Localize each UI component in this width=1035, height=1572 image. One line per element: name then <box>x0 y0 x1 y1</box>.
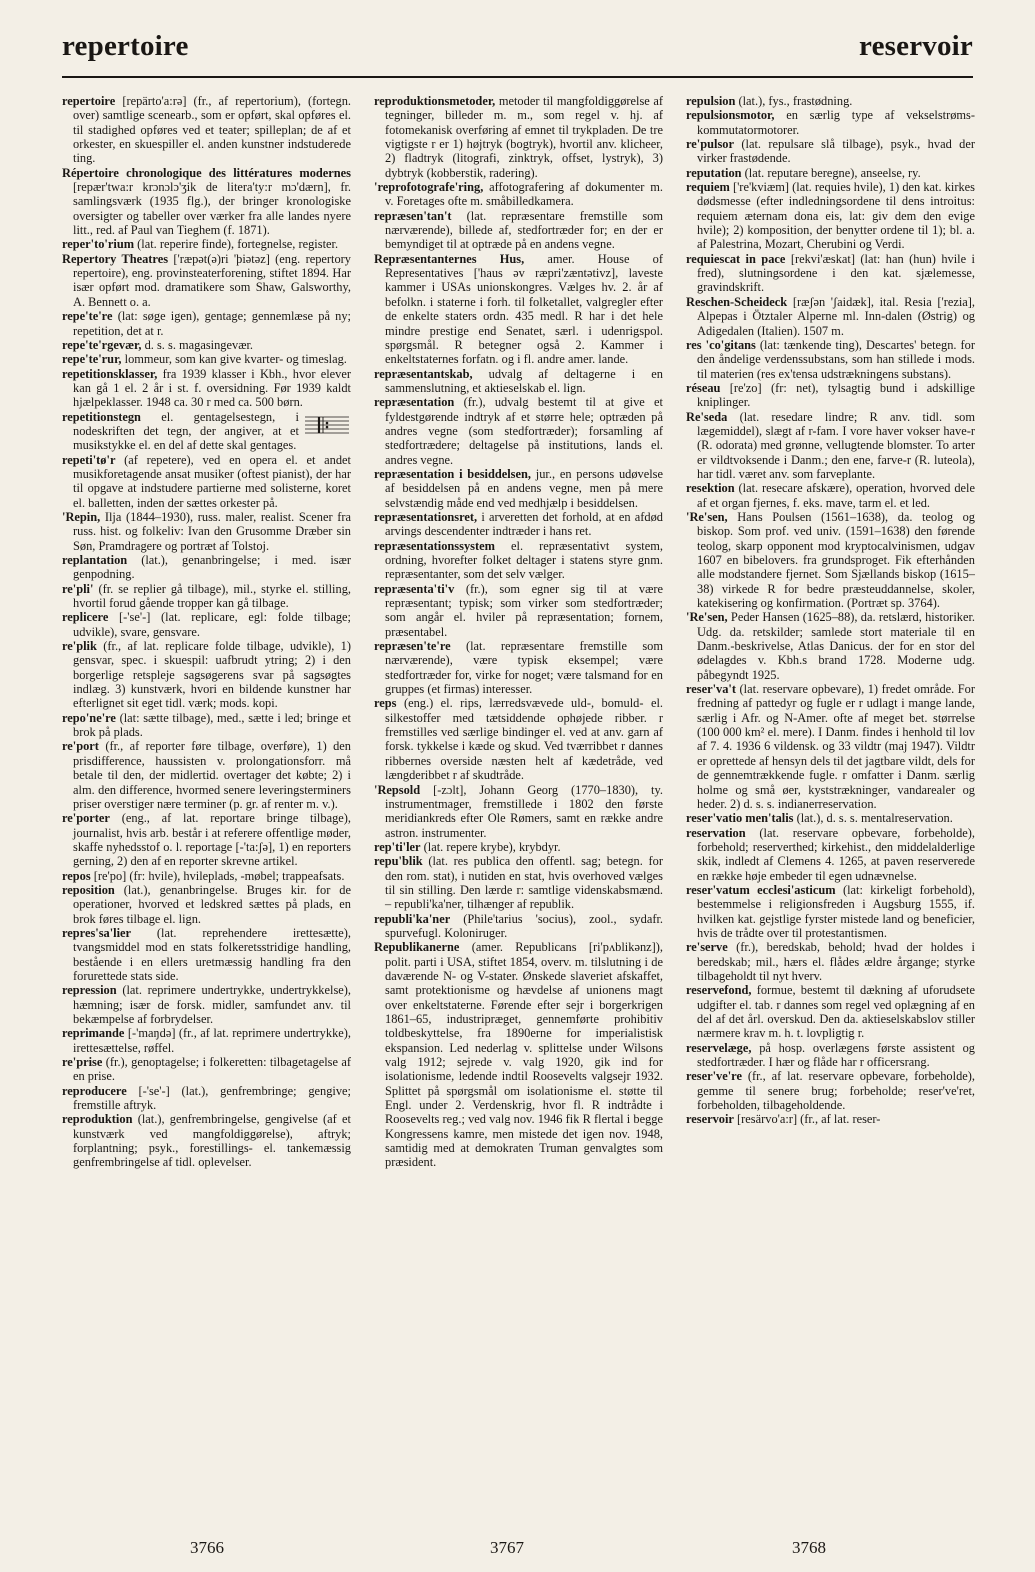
entry-definition: (fr.), beredskab, behold; hvad der holdes i beredskab; mil., hærs el. flådes ældre årgange; styrke tilbageholdt til nyt hverv. <box>697 940 975 983</box>
entry-headword: reprimande <box>62 1026 125 1041</box>
entry-headword: reservefond, <box>686 983 752 998</box>
dictionary-entry <box>62 553 351 582</box>
entry-headword: rep'ti'ler <box>374 839 421 854</box>
entry-definition: el. gentagelsestegn, i nodeskriften det tegn, der angiver, at et musikstykke el. en del af dette skal gentages. <box>73 409 299 453</box>
dictionary-entry <box>62 926 351 983</box>
dictionary-entry <box>686 610 975 682</box>
entry-headword: repe'te're <box>62 309 113 324</box>
entry-definition: Ilja (1844–1930), russ. maler, realist. Scener fra russ. hist. og folkeliv: Ivan den Grusomme Dræber sin Søn, Pramdragere og portræt af Tolstoj. <box>73 509 351 553</box>
page-header <box>62 30 973 74</box>
dictionary-entry <box>374 395 663 467</box>
dictionary-entry <box>62 1055 351 1084</box>
dictionary-entry <box>686 338 975 381</box>
entry-definition: (lat. resecare afskære), operation, hvorved dele af et organ fjernes, f. eks. mave, tarm el. et led. <box>697 481 975 510</box>
column-3 <box>686 94 975 1504</box>
entry-headword: republi'ka'ner <box>374 911 451 926</box>
dictionary-entry <box>374 180 663 209</box>
entry-headword: repræsentation <box>374 395 455 410</box>
entry-definition: (lat. reperire finde), fortegnelse, register. <box>137 237 339 252</box>
entry-headword: repression <box>62 983 117 998</box>
entry-headword: repræsenta'ti'v <box>374 581 455 596</box>
entry-headword: Reschen-Scheideck <box>686 294 788 309</box>
dictionary-entry <box>62 510 351 553</box>
entry-headword: 'Repsold <box>374 782 421 797</box>
dictionary-entry <box>62 869 351 883</box>
entry-headword: Repertory Theatres <box>62 251 169 266</box>
dictionary-entry <box>686 252 975 295</box>
dictionary-entry <box>374 639 663 696</box>
dictionary-entry <box>62 1026 351 1055</box>
entry-headword: repetitionsklasser, <box>62 366 158 381</box>
entry-headword: Republikanerne <box>374 940 460 955</box>
entry-definition: (fr.), som egner sig til at være repræsentant; typisk; som virker som stedfortræder; som angår el. hviler på repræsentation; fornem, præsentabel. <box>385 581 663 639</box>
entry-definition: (lat. resedare lindre; R anv. tidl. som lægemiddel), slægt af r-fam. I vore haver vokser have-r (R. odorata) med grønne, vellugtende blomster. To arter er vildtvoksende i Danm.; den ene, farve-r (R. luteola), har tidl. været anv. som farveplante. <box>697 409 975 481</box>
entry-headword: Répertoire chronologique des littératures modernes <box>62 165 351 180</box>
dictionary-entry <box>62 1112 351 1169</box>
folio-left: 3766 <box>190 1538 224 1557</box>
entry-definition: (lat.), genanbringelse; i med. især genpodning. <box>73 553 351 582</box>
dictionary-entry <box>374 209 663 252</box>
dictionary-entry <box>686 983 975 1040</box>
entry-headword: Re'seda <box>686 409 728 424</box>
entry-definition: [re'po] (fr: hvile), hvileplads, -møbel; trappeafsats. <box>93 868 345 883</box>
dictionary-entry <box>686 180 975 252</box>
entry-definition: (lat: kirkeligt forbehold), bestemmelse i religionsfreden i Augsburg 1555, if. hvilken kat. gejstlige fyrster mistede land og beneficier, hvis de trådte over til protestantismen. <box>697 882 975 940</box>
dictionary-entry <box>686 94 975 108</box>
dictionary-entry <box>62 309 351 338</box>
entry-definition: (fr., af lat. reservare opbevare, forbeholde), gemme til senere brug; forbeholde; reser've'ret, forbeholden, tilbageholdende. <box>697 1069 975 1113</box>
entry-headword: re'pli' <box>62 581 94 596</box>
entry-definition: [resärvo'a:r] (fr., af lat. reser- <box>737 1112 881 1127</box>
entry-definition: Hans Poulsen (1561–1638), da. teolog og biskop. Som prof. ved univ. (1591–1638) den førende teolog, skarp opponent mod kryptocalvinismen, udgav 1607 en bibelovers. fra grundsproget. Fik efterhånden alle modstandere fjernet. Som Sjællands biskop (1615–38) virkede R for bedre præsteuddannelse, skoler, katekisering og konfirmation. (Portræt sp. 3764). <box>697 509 975 611</box>
entry-headword: repertoire <box>62 94 116 108</box>
entry-headword: reproduktion <box>62 1112 133 1127</box>
dictionary-entry <box>374 467 663 510</box>
entry-headword: replantation <box>62 553 128 567</box>
entry-headword: reser'vatio men'talis <box>686 811 794 826</box>
entry-headword: repulsion <box>686 94 736 108</box>
entry-headword: repetitionstegn <box>62 409 141 424</box>
header-rule <box>62 76 973 78</box>
running-head-right: reservoir <box>859 30 973 62</box>
entry-definition: ['re'kviæm] (lat. requies hvile), 1) den kat. kirkes dødsmesse (efter indledningsordene til dens introitus: requiem æternam dona eis, lat: giv dem den evige hvile); 2) komposition, der benytter ordene til 1); bl. a. af Palestrina, Mozart, Cherubini og Verdi. <box>697 180 975 252</box>
entry-headword: repræsen'tan't <box>374 208 452 223</box>
dictionary-entry <box>374 252 663 367</box>
entry-definition: (lat.), fys., frastødning. <box>738 94 853 108</box>
dictionary-entry <box>686 940 975 983</box>
entry-headword: repræsentationsret, <box>374 509 478 524</box>
column-1 <box>62 94 351 1504</box>
dictionary-entry <box>374 854 663 911</box>
entry-definition: (lat. repræsentare fremstille som nærværende), være typisk eksempel; være stedfortræder for, virke for noget; være talsmand for en gruppes (et firmas) interesser. <box>385 639 663 697</box>
entry-definition: [-'maŋdə] (fr., af lat. reprimere undertrykke), irettesættelse, røffel. <box>73 1026 351 1055</box>
entry-definition: [rekvi'æskat] (lat: han (hun) hvile i fred), slutningsordene i den kat. sjælemesse, gravindskrift. <box>697 251 975 295</box>
repeat-sign-figure <box>305 412 349 438</box>
dictionary-entry <box>686 682 975 811</box>
entry-definition: (lat: sætte tilbage), med., sætte i led; bringe et brok på plads. <box>73 710 351 740</box>
entry-definition: (lat. reputare beregne), anseelse, ry. <box>744 165 921 180</box>
dictionary-entry <box>62 94 351 166</box>
entry-definition: jur., en persons udøvelse af besiddelsen på en andens vegne, men på mere selvstændig måde end ved medhjælp i besiddelsen. <box>385 466 663 510</box>
entry-headword: reser'vatum ecclesi'asticum <box>686 882 836 897</box>
folio-middle: 3767 <box>490 1538 524 1557</box>
entry-definition: (lat. reprehendere irettesætte), tvangsmiddel mod en stats folkeretsstridige handling, bestående i en ellers uretmæssig handling fra den forurettede stats side. <box>73 925 351 983</box>
entry-headword: repos <box>62 868 91 883</box>
entry-headword: re'port <box>62 739 99 754</box>
entry-headword: reservoir <box>686 1112 734 1127</box>
dictionary-entry <box>62 983 351 1026</box>
entry-definition: i arveretten det forhold, at en afdød arvings descendenter indtræder i hans ret. <box>385 509 663 539</box>
dictionary-entry <box>62 237 351 251</box>
dictionary-entry <box>686 108 975 137</box>
entry-definition: [re'zo] (fr: net), tylsagtig bund i adskillige kniplinger. <box>697 380 975 410</box>
entry-headword: reps <box>374 696 397 711</box>
dictionary-entry <box>374 367 663 396</box>
entry-definition: d. s. s. magasingevær. <box>144 337 254 352</box>
entry-definition: (Phile'tarius 'socius), zool., sydafr. spurvefugl. Koloniruger. <box>385 911 663 940</box>
dictionary-entry <box>62 639 351 711</box>
entry-definition: (lat. reservare opbevare, forbeholde), forbehold; reserverthed; kirkehist., den middelalderlige skik, indledt af Clemens 4. 1265, at paven reserverede en række høje embeder til egen udnævnelse. <box>697 825 975 883</box>
entry-definition: (lat: søge igen), gentage; gennemlæse på ny; repetition, det at r. <box>73 309 351 338</box>
entry-definition: en særlig type af vekselstrøms-kommutatormotorer. <box>697 108 975 137</box>
dictionary-entry <box>62 338 351 352</box>
entry-headword: 'Re'sen, <box>686 509 728 524</box>
entry-definition: (lat. repere krybe), krybdyr. <box>423 839 561 854</box>
entry-definition: (fr., af reporter føre tilbage, overføre), 1) den prisdifference, haussisten v. prolongationsforr. må betale til den, der midlertid. overtager det købte; 2) i alm. den difference, hvormed senere leveringsterminers priser overstiger nære terminer (p. gr. af renter m. v.). <box>73 739 351 811</box>
dictionary-entry <box>686 481 975 510</box>
entry-definition: [-zɔlt], Johann Georg (1770–1830), ty. instrumentmager, fremstillede i 1802 den første meridiankreds efter Ole Rømers, samt en række andre astron. instrumenter. <box>385 782 663 840</box>
entry-definition: (lat. reservare opbevare), 1) fredet område. For fredning af pattedyr og fugle er r udlagt i mange lande, særlig i Afr. og N-Amer. ofte af meget bet. størrelse (100 000 km² el. mere). I Danm. findes i henhold til lov af 7. 4. 1936 6 vildensk. og 33 vildtr (maj 1947). Vildtr er oprettede af hensyn dels til det jagtbare vildt, dels for de gennemtrækkende fugle. r omfatter i Danm. særlig holme og små øer, kyststrækninger, vandarealer og heder. 2) d. s. s. indianerreservation. <box>697 682 975 811</box>
entry-definition: affotografering af dokumenter m. v. Foretages ofte m. småbilledkamera. <box>385 180 663 209</box>
entry-definition: [repärto'a:rə] (fr., af repertorium), (fortegn. over) samtlige scenearb., som er opført, skal opføres el. til stadighed opføres ved et teater; spilleplan; de af et orkester, en skuespiller el. anden kunstner indstuderede ting. <box>73 94 351 166</box>
entry-headword: Repræsentanternes Hus, <box>374 251 525 266</box>
dictionary-entry <box>686 1112 975 1126</box>
columns <box>62 94 975 1504</box>
entry-headword: reputation <box>686 165 742 180</box>
entry-definition: (amer. Republicans [ri'pʌblikənz]), polit. parti i USA, stiftet 1854, overv. m. tilslutning i de daværende N- og V-stater. Ønskede slaveriet afskaffet, samt protektionisme og hævdelse af unionens magt over enkeltstaterne. Førende efter sejr i borgerkrigen 1861–65, industripræget, gennemførte prohibitiv toldbeskyttelse, fra 1890erne for imperialistisk ekspansion. Led nederlag v. splittelse under Wilsons valg 1912; sejrede v. valg 1920, gik ind for isolationisme, ledende indtil Roosevelts valgsejr 1932. Splittet på spørgsmål om isolationisme el. støtte til Engl. under 2. Verdenskrig, hvor fl. R indtrådte i Roosevelts reg.; ved valg nov. 1946 fik R flertal i begge Kongressens kamre, men mistede det igen nov. 1948, samtidig med at demokraten Truman genvalgtes som præsident. <box>385 940 663 1170</box>
dictionary-entry <box>374 912 663 941</box>
entry-definition: (lat.), genanbringelse. Bruges kir. for de operationer, hvorved et ledskred sættes på plads, en brok føres tilbage el. lign. <box>73 882 351 926</box>
entry-headword: reproducere <box>62 1083 127 1098</box>
entry-headword: res 'co'gitans <box>686 337 756 352</box>
entry-definition: (lat. repulsare slå tilbage), psyk., hvad der virker frastødende. <box>697 137 975 166</box>
entry-definition: [-'se'-] (lat. replicare, egl: folde tilbage; udvikle), svare, gensvare. <box>73 610 351 639</box>
entry-definition: (lat.), d. s. s. mentalreservation. <box>796 811 953 826</box>
entry-headword: repeti'tø'r <box>62 452 116 467</box>
entry-headword: re'prise <box>62 1055 103 1070</box>
running-head-left: repertoire <box>62 30 189 62</box>
dictionary-entry <box>62 367 351 410</box>
dictionary-entry <box>374 783 663 840</box>
entry-definition: (eng., af lat. reportare bringe tilbage), journalist, hvis arb. består i at referere offentlige møder, skaffe nyhedsstof o. l. reportage [-'ta:ʃə], 1) en reporters gerning, 2) den af en reporter skrevne artikel. <box>73 811 351 869</box>
column-2 <box>374 94 663 1504</box>
entry-definition: (fr.), udvalg bestemt til at give et fyldestgørende indtryk af et større hele; optræden på andres vegne (som stedfortræder); forsamling af stedfortrædere; deltagelse på institutions, lands el. andres vegne. <box>385 395 663 467</box>
entry-headword: repe'te'rur, <box>62 352 122 367</box>
entry-definition: formue, bestemt til dækning af uforudsete udgifter el. tab. r dannes som regel ved oplægning af en del af det årl. overskud. Den da. aktieselskabslov stiller nærmere krav m. h. t. lovpligtig r. <box>697 983 975 1041</box>
dictionary-entry <box>374 539 663 582</box>
entry-headword: réseau <box>686 380 721 395</box>
entry-headword: repe'te'rgevær, <box>62 337 142 352</box>
entry-definition: lommeur, som kan give kvarter- og timeslag. <box>124 352 347 367</box>
entry-headword: 'Re'sen, <box>686 610 728 625</box>
entry-definition: (lat. repræsentare fremstille som nærværende), billede af, stedfortræder for; en der er bemyndiget til at optræde på en andens vegne. <box>385 208 663 252</box>
dictionary-entry <box>62 410 351 453</box>
entry-headword: repulsionsmotor, <box>686 108 775 123</box>
folio-right: 3768 <box>792 1538 826 1557</box>
entry-headword: requiem <box>686 180 730 195</box>
entry-definition: på hosp. overlægens første assistent og stedfortræder. I hær og flåde har r officersrang. <box>697 1040 975 1070</box>
entry-headword: reposition <box>62 882 115 897</box>
entry-definition: fra 1939 klasser i Kbh., hvor elever kan gå 1 el. 2 år i st. f. oversidning. Før 1939 kaldt hjælpeklasser. 1948 ca. 30 r med ca. 500 børn. <box>73 366 351 410</box>
entry-definition: (af repetere), ved en opera el. et andet musikforetagende ansat musiker (oftest pianist), der har til opgave at indstudere partierne med solisterne, koret el. balletten, inden der sættes orkester på. <box>73 452 351 510</box>
dictionary-entry <box>374 582 663 639</box>
dictionary-entry <box>686 1041 975 1070</box>
dictionary-entry <box>62 883 351 926</box>
entry-definition: el. repræsentativt system, ordning, hvorefter folket deltager i statens styre gnm. repræsentanter, som det selv vælger. <box>385 538 663 582</box>
dictionary-entry <box>686 1069 975 1112</box>
entry-definition: (lat. res publica den offentl. sag; betegn. for den rom. stat), i nutiden en stat, hvis overhoved vælges til sin stilling. Den lærde r: samtlige videnskabsmænd. – republi'ka'ner, tilhænger af republik. <box>385 854 663 912</box>
entry-definition: (fr. se replier gå tilbage), mil., styrke el. stilling, hvortil forud gående tropper kan gå tilbage. <box>73 581 351 611</box>
dictionary-entry <box>374 510 663 539</box>
dictionary-entry <box>374 94 663 180</box>
entry-headword: repres'sa'lier <box>62 925 132 940</box>
entry-headword: 'reprofotografe'ring, <box>374 180 484 195</box>
dictionary-entry <box>686 826 975 883</box>
dictionary-entry <box>686 811 975 825</box>
entry-headword: repu'blik <box>374 854 423 869</box>
entry-headword: reproduktionsmetoder, <box>374 94 496 108</box>
entry-definition: [ræʃən 'ʃaidæk], ital. Resia ['rezia], Alpepas i Ötztaler Alperne ml. Inn-dalen (Østrig) og Adigedalen (Italien). 1507 m. <box>697 294 975 338</box>
entry-definition: Peder Hansen (1625–88), da. retslærd, historiker. Udg. da. retskilder; samlede stort materiale til en Danm.-beskrivelse, Atlas Danicus. der for en stor del ødelagdes v. Kbh.s brand 1728. Moderne udg. påbegyndt 1925. <box>697 610 975 682</box>
dictionary-entry <box>62 166 351 238</box>
entry-headword: repræsentation i besiddelsen, <box>374 466 531 481</box>
entry-headword: reservelæge, <box>686 1040 752 1055</box>
dictionary-entry <box>62 711 351 740</box>
entry-headword: re'pulsor <box>686 137 734 152</box>
entry-headword: re'porter <box>62 811 110 826</box>
entry-headword: repræsentantskab, <box>374 366 473 381</box>
entry-headword: repræsentationssystem <box>374 538 495 553</box>
entry-definition: (lat. reprimere undertrykke, undertrykkelse), hæmning; især de forsk. midler, samfundet anv. til bekæmpelse af forbrydelser. <box>73 983 351 1026</box>
dictionary-entry <box>62 252 351 309</box>
dictionary-entry <box>62 582 351 611</box>
entry-headword: replicere <box>62 610 109 625</box>
entry-definition: (fr., af lat. replicare folde tilbage, udvikle), 1) gensvar, spec. i skuespil: uafbrudt ytring; 2) i den borgerlige retspleje sagsøgerens svar på sagsøgtes indlæg. 3) kunstværk, hvori en bildende kunstner har efterlignet sit eget tidl. værk; mods. kopi. <box>73 639 351 711</box>
dictionary-entry <box>62 739 351 811</box>
entry-headword: repræsen'te're <box>374 639 451 654</box>
dictionary-entry <box>62 352 351 366</box>
entry-headword: repo'ne're <box>62 710 116 725</box>
entry-headword: re'serve <box>686 940 728 955</box>
dictionary-entry <box>62 1084 351 1113</box>
dictionary-entry <box>686 166 975 180</box>
entry-definition: (lat: tænkende ting), Descartes' betegn. for den åndelige verdenssubstans, som han stillede i mods. til materien (res ex'tensa udstrækningens substans). <box>697 337 975 381</box>
entry-definition: metoder til mangfoldiggørelse af tegninger, billeder m. m., som regel v. hj. af fotomekanisk overføring af emnet til trykpladen. De tre vigtigste r er 1) højtryk (bogtryk), hvortil anv. klicheer, 2) fladtryk (litografi, zinktryk, offset, lystryk), 3) dybtryk (kobberstik, radering). <box>385 94 663 180</box>
entry-definition: [-'se'-] (lat.), genfrembringe; gengive; fremstille aftryk. <box>73 1083 351 1113</box>
dictionary-entry <box>686 510 975 610</box>
entry-definition: (fr.), genoptagelse; i folkeretten: tilbagetagelse af en prise. <box>73 1055 351 1084</box>
entry-definition: amer. House of Representatives ['haus əv ræpri'zæntətivz], laveste kammer i USAs unionskongres. Vælges hv. 2. år af befolkn. i staterne i forh. til folketallet, valgregler efter de enkelte staters ordn. 435 medl. R har i det hele mindre prestige end Senatet, særl. i udenrigspol. spørgsmål. R betegner også 2. Kammer i enkeltstaternes forfatn. og i fl. andre amer. lande. <box>385 251 663 367</box>
entry-definition: [repær'twa:r krɔnɔlɔ'ʒik de litera'ty:r mɔ'dærn], fr. samlingsværk (1935 flg.), der bringer kronologiske oversigter og tabeller over værker fra alle landes nyere litt., red. af Paul van Tieghem (f. 1871). <box>73 180 351 238</box>
entry-headword: reservation <box>686 825 746 840</box>
entry-headword: reser've're <box>686 1069 742 1084</box>
dictionary-entry <box>62 610 351 639</box>
dictionary-entry <box>374 940 663 1170</box>
entry-definition: ['ræpət(ə)ri 'þiətəz] (eng. repertory repertoire), eng. provinsteaterforening, stiftet 1894. Har især opført mod. dramatikere som Shaw, Galsworthy, A. Bennett o. a. <box>73 251 351 309</box>
entry-headword: resektion <box>686 481 735 496</box>
entry-headword: reper'to'rium <box>62 237 135 252</box>
entry-headword: requiescat in pace <box>686 251 786 266</box>
entry-headword: 'Repin, <box>62 509 101 524</box>
entry-definition: (lat.), genfrembringelse, gengivelse (af et kunstværk ved mangfoldiggørelse), aftryk; forplantning; psyk., forestillings- el. tankemæssig genfrembringelse af tidl. oplevelser. <box>73 1112 351 1170</box>
entry-headword: reser'va't <box>686 682 736 697</box>
dictionary-entry <box>374 696 663 782</box>
dictionary-entry <box>374 840 663 854</box>
dictionary-entry <box>62 811 351 868</box>
dictionary-entry <box>62 453 351 510</box>
dictionary-entry <box>686 410 975 482</box>
dictionary-entry <box>686 381 975 410</box>
entry-headword: re'plik <box>62 639 97 654</box>
dictionary-entry <box>686 137 975 166</box>
entry-definition: (eng.) el. rips, lærredsvævede uld-, bomuld- el. silkestoffer med tætsiddende ophøjede ribber. r fremstilles ved særlige bindinger el. ved at anv. garn af forsk. tykkelse i kæde og skud. Ved tværribbet r dannes ribbernes overside næsten helt af kædetråde, ved længderibbet r af skudtråde. <box>385 696 663 783</box>
dictionary-entry <box>686 883 975 940</box>
entry-definition: udvalg af deltagerne i en sammenslutning, et aktieselskab el. lign. <box>385 366 663 395</box>
dictionary-entry <box>686 295 975 338</box>
